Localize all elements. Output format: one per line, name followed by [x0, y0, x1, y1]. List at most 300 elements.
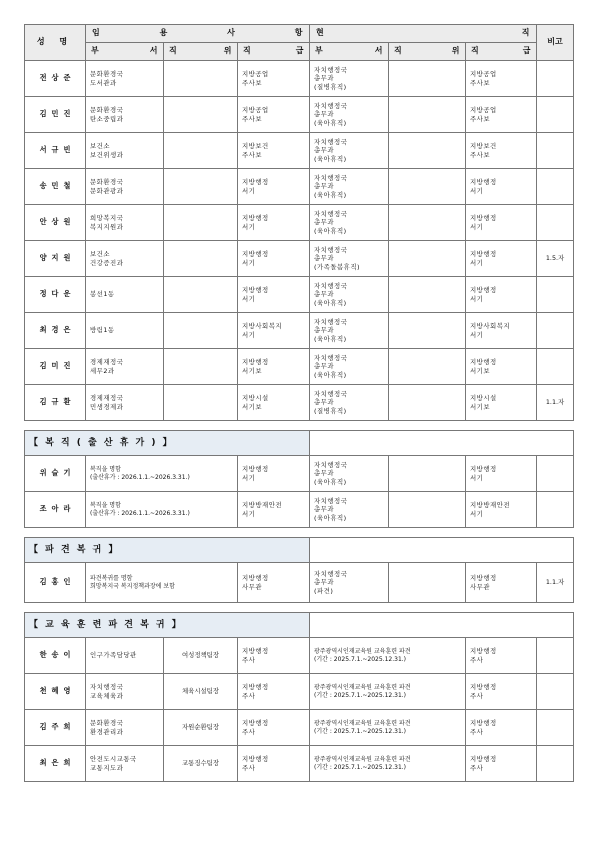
cell-line: (육아휴직) — [314, 370, 347, 379]
cell-line: 광주광역시인재교육원 교육훈련 파견 — [314, 683, 411, 691]
table-row — [25, 674, 574, 710]
cell-line: 서기 — [470, 330, 484, 339]
cell-line: 서기 — [470, 186, 484, 195]
table-row — [25, 97, 574, 133]
cell-line: 서기 — [470, 222, 484, 231]
appoint-grade — [238, 61, 310, 97]
cell-line: 지방행정 — [470, 177, 497, 186]
cell-line: 지방방재안전 — [242, 500, 283, 509]
appoint-grade — [238, 205, 310, 241]
appoint-dept — [86, 133, 164, 169]
cell-line: (육아휴직) — [314, 226, 347, 235]
remark-cell: 1.1.자 — [537, 563, 574, 603]
current-detail — [310, 710, 466, 746]
cell-line: 지방보건 — [242, 141, 269, 150]
current-grade — [466, 241, 537, 277]
cell-line: 광주광역시인재교육원 교육훈련 파견 — [314, 719, 411, 727]
cell-line: 지방행정 — [470, 357, 497, 366]
appoint-grade — [238, 385, 310, 421]
cell-line: (육아휴직) — [314, 190, 347, 199]
appoint-position — [164, 97, 238, 133]
person-name: 김미진 — [25, 349, 86, 385]
cell-line: 보건소 — [90, 141, 111, 150]
table-row — [25, 349, 574, 385]
cell-line: 총무과 — [314, 218, 335, 227]
cell-line: 주사 — [470, 727, 484, 736]
appoint-position: 체육시설팀장 — [164, 674, 238, 710]
cell-line: 세무2과 — [90, 366, 115, 375]
appoint-position — [164, 385, 238, 421]
person-name: 양지원 — [25, 241, 86, 277]
current-position — [389, 563, 466, 603]
cell-line: 서기 — [242, 509, 256, 518]
appoint-grade — [238, 349, 310, 385]
cell-line: (육아휴직) — [314, 298, 347, 307]
cell-line: 희망복지국 복지정책과장에 보함 — [90, 582, 175, 590]
cell-line: 문화관광과 — [90, 186, 124, 195]
cell-line: 보건소 — [90, 249, 111, 258]
appoint-dept — [86, 638, 164, 674]
cell-line: (질병휴직) — [314, 82, 347, 91]
cell-line: 문화환경국 — [90, 105, 124, 114]
appoint-grade — [238, 169, 310, 205]
cell-line: 주사 — [242, 727, 256, 736]
cell-line: 지방행정 — [242, 682, 269, 691]
appoint-position — [164, 61, 238, 97]
current-position — [389, 205, 466, 241]
cell-line: 자치행정국 — [314, 353, 348, 362]
section-title-empty — [310, 538, 574, 563]
cell-line: (기간 : 2025.7.1.~2025.12.31.) — [314, 655, 407, 663]
appoint-dept — [86, 349, 164, 385]
header-dept-before: 부 서 — [86, 43, 164, 61]
cell-line: 서기 — [470, 509, 484, 518]
cell-line: 서기보 — [242, 402, 263, 411]
cell-line: 지방공업 — [242, 69, 269, 78]
current-position — [389, 169, 466, 205]
cell-line: (질병휴직) — [314, 406, 347, 415]
person-name: 전상준 — [25, 61, 86, 97]
cell-line: 주사 — [242, 763, 256, 772]
cell-line: (파견) — [314, 586, 334, 595]
table-row — [25, 638, 574, 674]
table-body — [25, 61, 574, 782]
current-grade — [466, 385, 537, 421]
section-header — [25, 431, 574, 456]
cell-line: 파견복귀를 명함 — [90, 574, 133, 582]
table-row — [25, 241, 574, 277]
person-name: 한송이 — [25, 638, 86, 674]
appoint-position — [164, 313, 238, 349]
section-spacer — [25, 603, 574, 613]
person-name: 서규빈 — [25, 133, 86, 169]
current-dept — [310, 456, 389, 492]
remark-cell: 1.1.자 — [537, 385, 574, 421]
cell-line: 자치행정국 — [314, 65, 348, 74]
appoint-grade — [238, 313, 310, 349]
appoint-position — [164, 205, 238, 241]
appoint-dept — [86, 674, 164, 710]
person-name: 김규환 — [25, 385, 86, 421]
remark-cell — [537, 133, 574, 169]
person-name: 위슬기 — [25, 456, 86, 492]
table-row — [25, 492, 574, 528]
cell-line: (출산휴가 : 2026.1.1.~2026.3.31.) — [90, 473, 190, 481]
appoint-detail — [86, 563, 238, 603]
header-dept-current: 부 서 — [310, 43, 389, 61]
cell-line: 주사 — [470, 691, 484, 700]
header-name: 성 명 — [25, 25, 86, 61]
cell-line: (가족돌봄휴직) — [314, 262, 361, 271]
spacer-cell — [25, 603, 574, 613]
cell-line: 지방공업 — [470, 105, 497, 114]
cell-line: 서기 — [470, 473, 484, 482]
cell-line: 탄소중립과 — [90, 114, 124, 123]
table-row — [25, 61, 574, 97]
appoint-position — [164, 133, 238, 169]
cell-line: 지방행정 — [242, 573, 269, 582]
cell-line: 지방행정 — [242, 357, 269, 366]
cell-line: 희망복지국 — [90, 213, 124, 222]
cell-line: 복직을 명함 — [90, 501, 121, 509]
cell-line: 자치행정국 — [314, 101, 348, 110]
spacer-cell — [25, 528, 574, 538]
cell-line: 총무과 — [314, 505, 335, 514]
cell-line: 교통지도과 — [90, 763, 124, 772]
cell-line: 지방행정 — [242, 754, 269, 763]
table-row — [25, 746, 574, 782]
table-row — [25, 277, 574, 313]
appoint-grade — [238, 492, 310, 528]
header-grade-before: 직 급 — [238, 43, 310, 61]
current-position — [389, 61, 466, 97]
person-name: 안상원 — [25, 205, 86, 241]
remark-cell — [537, 349, 574, 385]
appoint-grade — [238, 638, 310, 674]
section-title: 【 파 견 복 귀 】 — [25, 538, 310, 563]
header-position-current: 직 위 — [389, 43, 466, 61]
cell-line: 교육체육과 — [90, 691, 124, 700]
cell-line: 자치행정국 — [314, 281, 348, 290]
cell-line: 총무과 — [314, 290, 335, 299]
cell-line: (육아휴직) — [314, 154, 347, 163]
appoint-grade — [238, 456, 310, 492]
current-dept — [310, 313, 389, 349]
cell-line: 서기 — [242, 473, 256, 482]
appoint-position — [164, 349, 238, 385]
table-row — [25, 456, 574, 492]
cell-line: 주사 — [470, 655, 484, 664]
cell-line: 지방행정 — [470, 718, 497, 727]
cell-line: 자치행정국 — [314, 137, 348, 146]
cell-line: 서기 — [242, 222, 256, 231]
cell-line: (기간 : 2025.7.1.~2025.12.31.) — [314, 763, 407, 771]
table-row — [25, 313, 574, 349]
current-grade — [466, 456, 537, 492]
cell-line: 안전도시교통국 — [90, 754, 137, 763]
cell-line: 서기 — [470, 294, 484, 303]
current-grade — [466, 97, 537, 133]
spacer-cell — [25, 421, 574, 431]
current-detail — [310, 746, 466, 782]
cell-line: 서기 — [470, 258, 484, 267]
person-name: 정다운 — [25, 277, 86, 313]
cell-line: 자치행정국 — [314, 317, 348, 326]
cell-line: 지방행정 — [470, 682, 497, 691]
current-grade — [466, 133, 537, 169]
cell-line: 자치행정국 — [314, 496, 348, 505]
cell-line: 지방행정 — [242, 718, 269, 727]
appoint-grade — [238, 563, 310, 603]
appoint-dept — [86, 97, 164, 133]
appoint-detail — [86, 492, 238, 528]
cell-line: 주사보 — [470, 114, 491, 123]
current-grade — [466, 61, 537, 97]
cell-line: 사무관 — [470, 582, 491, 591]
header-position-before: 직 위 — [164, 43, 238, 61]
table-row — [25, 133, 574, 169]
cell-line: (육아휴직) — [314, 477, 347, 486]
section-title-empty — [310, 431, 574, 456]
current-dept — [310, 241, 389, 277]
cell-line: 총무과 — [314, 469, 335, 478]
cell-line: 인구가족담당관 — [90, 651, 137, 660]
cell-line: 자치행정국 — [90, 682, 124, 691]
cell-line: 총무과 — [314, 182, 335, 191]
current-grade — [466, 492, 537, 528]
appoint-grade — [238, 277, 310, 313]
current-position — [389, 241, 466, 277]
table-row — [25, 385, 574, 421]
cell-line: 지방행정 — [242, 285, 269, 294]
remark-cell — [537, 638, 574, 674]
current-detail — [310, 638, 466, 674]
remark-cell — [537, 61, 574, 97]
header-current: 현 직 — [310, 25, 537, 43]
cell-line: 총무과 — [314, 362, 335, 371]
cell-line: 지방공업 — [470, 69, 497, 78]
appoint-position: 여성정책팀장 — [164, 638, 238, 674]
cell-line: 총무과 — [314, 74, 335, 83]
appoint-dept — [86, 205, 164, 241]
cell-line: 보건위생과 — [90, 150, 124, 159]
personnel-document — [24, 24, 573, 782]
cell-line: 자치행정국 — [314, 389, 348, 398]
section-spacer — [25, 528, 574, 538]
current-grade — [466, 169, 537, 205]
cell-line: (육아휴직) — [314, 334, 347, 343]
cell-line: 지방행정 — [242, 213, 269, 222]
appoint-dept — [86, 710, 164, 746]
person-name: 천혜영 — [25, 674, 86, 710]
remark-cell — [537, 313, 574, 349]
current-position — [389, 97, 466, 133]
cell-line: 복지지원과 — [90, 222, 124, 231]
appoint-position: 자원순환팀장 — [164, 710, 238, 746]
cell-line: 환경관리과 — [90, 727, 124, 736]
current-dept — [310, 205, 389, 241]
current-dept — [310, 563, 389, 603]
cell-line: 주사보 — [470, 78, 491, 87]
person-name: 최경은 — [25, 313, 86, 349]
cell-line: 서기보 — [470, 402, 491, 411]
remark-cell: 1.5.자 — [537, 241, 574, 277]
cell-line: 문화환경국 — [90, 718, 124, 727]
cell-line: 주사 — [242, 655, 256, 664]
cell-line: (기간 : 2025.7.1.~2025.12.31.) — [314, 691, 407, 699]
cell-line: 지방행정 — [470, 285, 497, 294]
appoint-dept — [86, 61, 164, 97]
appoint-grade — [238, 674, 310, 710]
current-grade — [466, 205, 537, 241]
appoint-dept — [86, 385, 164, 421]
cell-line: 지방사회복지 — [470, 321, 511, 330]
current-grade — [466, 638, 537, 674]
appoint-grade — [238, 97, 310, 133]
section-title: 【 복 직 ( 출 산 휴 가 ) 】 — [25, 431, 310, 456]
current-dept — [310, 169, 389, 205]
cell-line: 서기 — [242, 294, 256, 303]
cell-line: 주사보 — [470, 150, 491, 159]
appoint-detail — [86, 456, 238, 492]
cell-line: 총무과 — [314, 326, 335, 335]
cell-line: 광주광역시인재교육원 교육훈련 파견 — [314, 647, 411, 655]
cell-line: 지방행정 — [242, 464, 269, 473]
cell-line: 서기 — [242, 258, 256, 267]
current-detail — [310, 674, 466, 710]
section-header — [25, 613, 574, 638]
section-spacer — [25, 421, 574, 431]
cell-line: 지방시설 — [242, 393, 269, 402]
current-dept — [310, 385, 389, 421]
appoint-grade — [238, 710, 310, 746]
appoint-dept — [86, 241, 164, 277]
remark-cell — [537, 674, 574, 710]
cell-line: 봉선1동 — [90, 290, 115, 299]
current-position — [389, 456, 466, 492]
cell-line: 지방사회복지 — [242, 321, 283, 330]
cell-line: 경제재정국 — [90, 357, 124, 366]
current-dept — [310, 349, 389, 385]
current-grade — [466, 313, 537, 349]
cell-line: 총무과 — [314, 398, 335, 407]
cell-line: 주사 — [242, 691, 256, 700]
section-title-empty — [310, 613, 574, 638]
cell-line: 민생경제과 — [90, 402, 124, 411]
current-grade — [466, 710, 537, 746]
current-dept — [310, 492, 389, 528]
appoint-dept — [86, 746, 164, 782]
section-header — [25, 538, 574, 563]
cell-line: 지방행정 — [470, 249, 497, 258]
cell-line: 복직을 명함 — [90, 465, 121, 473]
cell-line: 주사보 — [242, 78, 263, 87]
person-name: 조아라 — [25, 492, 86, 528]
header-grade-current: 직 급 — [466, 43, 537, 61]
cell-line: 지방시설 — [470, 393, 497, 402]
personnel-table — [24, 24, 574, 782]
cell-line: 도서관과 — [90, 78, 117, 87]
appoint-dept — [86, 313, 164, 349]
header-remark: 비고 — [537, 25, 574, 61]
current-dept — [310, 61, 389, 97]
cell-line: 서기 — [242, 186, 256, 195]
cell-line: 지방보건 — [470, 141, 497, 150]
appoint-grade — [238, 133, 310, 169]
appoint-position — [164, 169, 238, 205]
cell-line: 문화환경국 — [90, 177, 124, 186]
current-grade — [466, 349, 537, 385]
table-row — [25, 563, 574, 603]
current-grade — [466, 674, 537, 710]
remark-cell — [537, 97, 574, 133]
appoint-grade — [238, 746, 310, 782]
current-grade — [466, 277, 537, 313]
cell-line: 지방행정 — [470, 754, 497, 763]
appoint-grade — [238, 241, 310, 277]
current-position — [389, 385, 466, 421]
cell-line: 지방행정 — [470, 573, 497, 582]
cell-line: 사무관 — [242, 582, 263, 591]
cell-line: 주사보 — [242, 114, 263, 123]
cell-line: 경제재정국 — [90, 393, 124, 402]
current-grade — [466, 746, 537, 782]
cell-line: 서기 — [242, 330, 256, 339]
cell-line: 건강증진과 — [90, 258, 124, 267]
cell-line: 총무과 — [314, 578, 335, 587]
current-dept — [310, 133, 389, 169]
cell-line: (육아휴직) — [314, 513, 347, 522]
cell-line: (출산휴가 : 2026.1.1.~2026.3.31.) — [90, 509, 190, 517]
cell-line: 지방공업 — [242, 105, 269, 114]
section-title: 【 교 육 훈 련 파 견 복 귀 】 — [25, 613, 310, 638]
table-row — [25, 710, 574, 746]
current-position — [389, 133, 466, 169]
cell-line: 지방방재안전 — [470, 500, 511, 509]
remark-cell — [537, 456, 574, 492]
cell-line: 지방행정 — [242, 177, 269, 186]
current-position — [389, 277, 466, 313]
appoint-position: 교통징수팀장 — [164, 746, 238, 782]
table-row — [25, 205, 574, 241]
cell-line: 총무과 — [314, 254, 335, 263]
cell-line: 방림1동 — [90, 326, 115, 335]
current-dept — [310, 277, 389, 313]
appoint-dept — [86, 277, 164, 313]
remark-cell — [537, 169, 574, 205]
cell-line: 주사 — [470, 763, 484, 772]
current-grade — [466, 563, 537, 603]
remark-cell — [537, 277, 574, 313]
cell-line: 총무과 — [314, 146, 335, 155]
cell-line: 서기보 — [242, 366, 263, 375]
cell-line: 자치행정국 — [314, 460, 348, 469]
cell-line: 문화환경국 — [90, 69, 124, 78]
cell-line: 자치행정국 — [314, 209, 348, 218]
cell-line: 총무과 — [314, 110, 335, 119]
remark-cell — [537, 746, 574, 782]
person-name: 최은희 — [25, 746, 86, 782]
cell-line: 주사보 — [242, 150, 263, 159]
cell-line: 지방행정 — [242, 249, 269, 258]
cell-line: 자치행정국 — [314, 245, 348, 254]
current-position — [389, 492, 466, 528]
cell-line: 광주광역시인재교육원 교육훈련 파견 — [314, 755, 411, 763]
cell-line: 자치행정국 — [314, 173, 348, 182]
cell-line: 지방행정 — [242, 646, 269, 655]
person-name: 송민철 — [25, 169, 86, 205]
appoint-position — [164, 241, 238, 277]
